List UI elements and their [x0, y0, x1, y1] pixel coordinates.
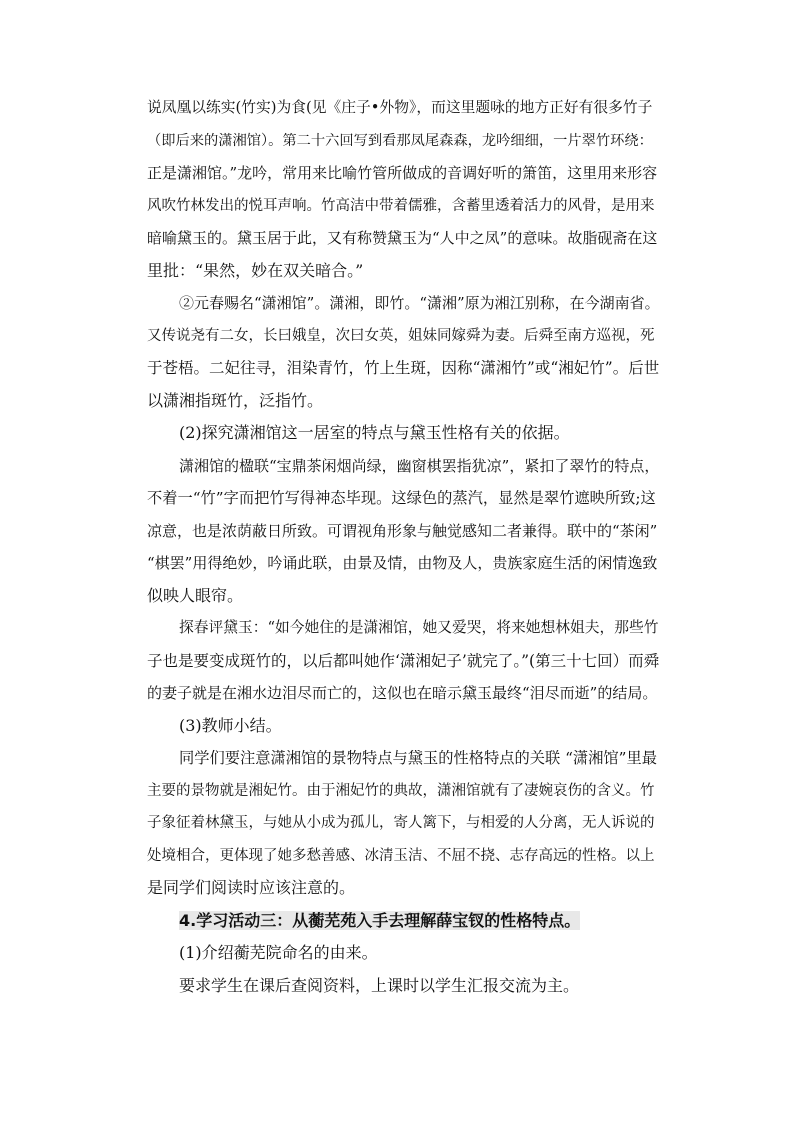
text-line: 子也是要变成斑竹的，以后都叫她作‘潇湘妃子’就完了。”(第三十七回）而舜	[147, 651, 660, 670]
text-line: 的妻子就是在湘水边泪尽而亡的，这似也在暗示黛玉最终“泪尽而逝”的结局。	[147, 684, 658, 702]
text-line: (2)探究潇湘馆这一居室的特点与黛玉性格有关的依据。	[179, 423, 570, 442]
text-line: 潇湘馆的楹联“宝鼎茶闲烟尚绿，幽窗棋罢指犹凉”，紧扣了翠竹的特点，	[179, 456, 660, 475]
text-line: 凉意，也是浓荫蔽日所致。可谓视角形象与触觉感知二者兼得。联中的“茶闲”	[147, 521, 658, 540]
text-line: 正是潇湘馆。”龙吟，常用来比喻竹管所做成的音调好听的箫笛，这里用来形容	[147, 164, 658, 182]
section-heading: 4.学习活动三：从蘅芜苑入手去理解薛宝钗的性格特点。	[179, 910, 581, 930]
document-body	[147, 92, 659, 1002]
text-line: 又传说尧有二女，长曰娥皇，次曰女英，姐妹同嫁舜为妻。后舜至南方巡视，死	[147, 327, 655, 344]
section-heading-line	[147, 905, 659, 938]
text-line: “棋罢”用得绝妙，吟诵此联，由景及情，由物及人，贵族家庭生活的闲情逸致	[147, 554, 658, 572]
text-line: 主要的景物就是湘妃竹。由于湘妃竹的典故，潇湘馆就有了凄婉哀伤的含义。竹	[147, 782, 655, 799]
text-line: 于苍梧。二妃往寻，泪染青竹，竹上生斑，因称“潇湘竹”或“湘妃竹”。后世	[147, 359, 660, 377]
text-line: 子象征着林黛玉，与她从小成为孤儿，寄人篱下，与相爱的人分离，无人诉说的	[147, 815, 655, 831]
text-line: 里批：“果然，妙在双关暗合。”	[147, 260, 364, 280]
text-line: 处境相合，更体现了她多愁善感、冰清玉洁、不屈不挠、志存高远的性格。以上	[147, 847, 655, 864]
text-line: 风吹竹林发出的悦耳声响。竹高洁中带着儒雅，含蓄里透着活力的风骨，是用来	[147, 197, 655, 214]
text-line: 暗喻黛玉的。黛玉居于此，又有称赞黛玉为“人中之凤”的意味。故脂砚斋在这	[147, 229, 658, 247]
text-line: 是同学们阅读时应该注意的。	[147, 878, 356, 897]
text-line: 以潇湘指斑竹，泛指竹。	[147, 390, 324, 410]
text-line: （即后来的潇湘馆）。第二十六回写到看那凤尾森森，龙吟细细，一片翠竹环绕：	[147, 132, 653, 149]
text-line: 要求学生在课后查阅资料，上课时以学生汇报交流为主。	[179, 975, 580, 995]
text-line: 不着一“竹”字而把竹写得神态毕现。这绿色的蒸汽，显然是翠竹遮映所致;这	[147, 489, 656, 507]
text-line: (3)教师小结。	[179, 715, 282, 735]
text-line: 似映人眼帘。	[147, 585, 244, 605]
text-line: 同学们要注意潇湘馆的景物特点与黛玉的性格特点的关联 “潇湘馆”里最	[179, 749, 657, 767]
text-line: 探春评黛玉：“如今她住的是潇湘馆，她又爱哭，将来她想林姐夫，那些竹	[179, 619, 659, 636]
text-line: ②元春赐名“潇湘馆”。潇湘，即竹。“潇湘”原为湘江别称，在今湖南省。	[179, 294, 660, 312]
text-line: 说凤凰以练实(竹实)为食(见《庄子•外物》，而这里题咏的地方正好有很多竹子	[147, 99, 653, 116]
text-line: (1)介绍蘅芜院命名的由来。	[179, 943, 378, 962]
